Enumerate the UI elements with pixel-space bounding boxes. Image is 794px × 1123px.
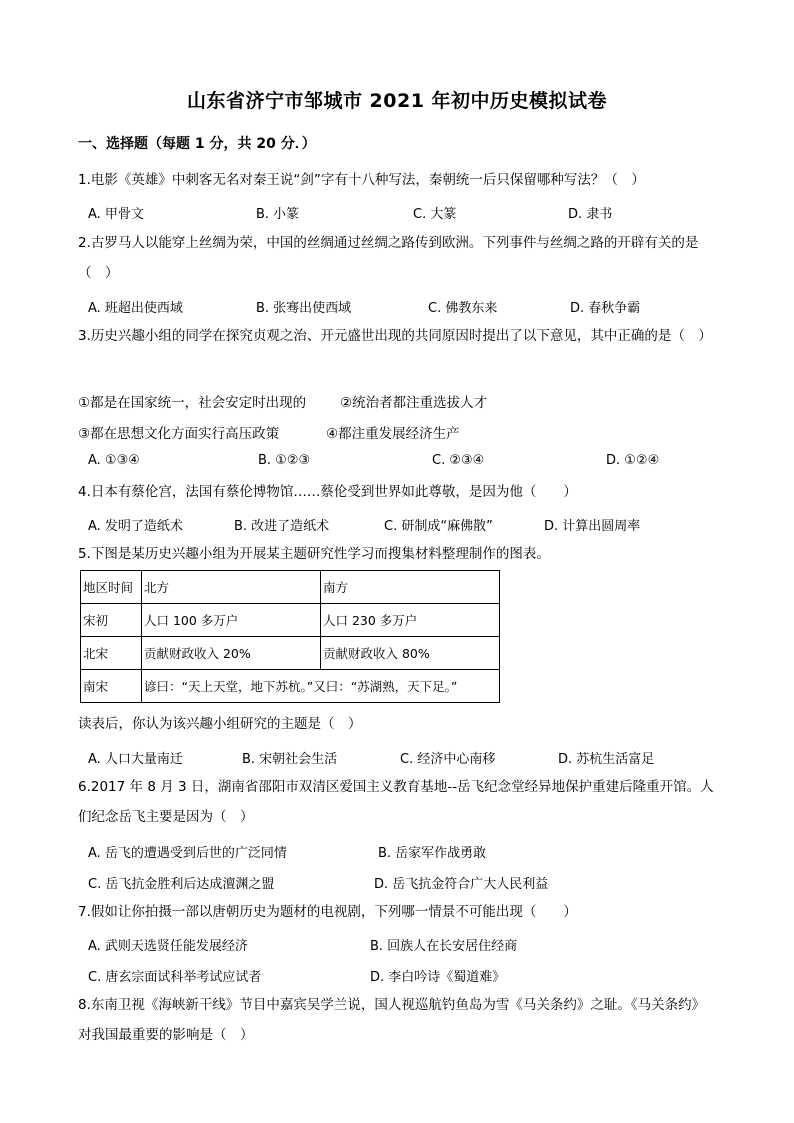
option-c[interactable]: C. 研制成“麻佛散” [384, 519, 493, 534]
table-cell: 南宋 [81, 670, 142, 703]
option-c[interactable]: C. 岳飞抗金胜利后达成澶渊之盟 [88, 877, 275, 892]
question-3-stem: 3.历史兴趣小组的同学在探究贞观之治、开元盛世出现的共同原因时提出了以下意见，其中正确的是（ ） [78, 328, 712, 344]
table-row [81, 604, 500, 637]
question-4-stem: 4.日本有蔡伦宫，法国有蔡伦博物馆……蔡伦受到世界如此尊敬，是因为他（ ） [78, 484, 577, 500]
question-1-options [88, 203, 718, 225]
statement-4: ④都注重发展经济生产 [326, 426, 460, 442]
data-table [80, 570, 500, 703]
question-2-options [88, 297, 718, 319]
option-d[interactable]: D. 李白吟诗《蜀道难》 [370, 970, 506, 985]
option-b[interactable]: B. ①②③ [258, 453, 311, 468]
table-cell: 人口 100 多万户 [142, 604, 321, 637]
option-c[interactable]: C. ②③④ [432, 453, 485, 468]
option-b[interactable]: B. 小篆 [256, 207, 300, 222]
option-c[interactable]: C. 经济中心南移 [400, 752, 496, 767]
option-b[interactable]: B. 回族人在长安居住经商 [370, 939, 518, 954]
table-cell: 贡献财政收入 20% [142, 637, 321, 670]
table-cell: 人口 230 多万户 [321, 604, 500, 637]
table-cell: 宋初 [81, 604, 142, 637]
question-8-stem: 8.东南卫视《海峡新干线》节目中嘉宾吴学兰说，国人视巡航钓鱼岛为雪《马关条约》之耻。《马关条约》对我国最重要的影响是（ ） [78, 997, 706, 1043]
option-c[interactable]: C. 佛教东来 [428, 301, 498, 316]
option-d[interactable]: D. 隶书 [568, 207, 613, 222]
table-cell: 贡献财政收入 80% [321, 637, 500, 670]
statement-3: ③都在思想文化方面实行高压政策 [78, 426, 280, 442]
table-cell: 谚曰：“天上天堂，地下苏杭。”又曰：“苏湖熟，天下足。” [142, 670, 500, 703]
option-d[interactable]: D. 春秋争霸 [570, 301, 641, 316]
question-3-options [88, 453, 718, 475]
option-c[interactable]: C. 唐玄宗面试科举考试应试者 [88, 970, 262, 985]
table-cell: 北宋 [81, 637, 142, 670]
section-heading: 一、选择题（每题 1 分，共 20 分．） [78, 136, 316, 152]
question-6-options-row-1 [88, 842, 718, 864]
statement-2: ②统治者都注重选拔人才 [340, 395, 488, 411]
option-d[interactable]: D. 苏杭生活富足 [558, 752, 655, 767]
question-7-options-row-1 [88, 935, 718, 957]
table-header-row [81, 571, 500, 604]
statement-1: ①都是在国家统一，社会安定时出现的 [78, 395, 307, 411]
option-c[interactable]: C. 大篆 [413, 207, 457, 222]
question-5-options [88, 748, 718, 770]
question-5-prompt: 读表后，你认为该兴趣小组研究的主题是（ ） [78, 716, 362, 732]
option-a[interactable]: A. 武则天选贤任能发展经济 [88, 939, 248, 954]
question-7-stem: 7.假如让你拍摄一部以唐朝历史为题材的电视剧，下列哪一情景不可能出现（ ） [78, 904, 577, 920]
question-6-options-row-2 [88, 873, 718, 895]
option-d[interactable]: D. 计算出圆周率 [544, 519, 641, 534]
option-a[interactable]: A. ①③④ [88, 453, 140, 468]
option-b[interactable]: B. 张骞出使西域 [256, 301, 352, 316]
table-header-cell: 地区时间 [81, 571, 142, 604]
option-a[interactable]: A. 人口大量南迁 [88, 752, 183, 767]
option-b[interactable]: B. 岳家军作战勇敢 [378, 846, 487, 861]
table-row [81, 670, 500, 703]
option-b[interactable]: B. 宋朝社会生活 [242, 752, 338, 767]
table-header-cell: 北方 [142, 571, 321, 604]
question-1-stem: 1.电影《英雄》中刺客无名对秦王说“剑”字有十八种写法，秦朝统一后只保留哪种写法？（ ） [78, 172, 645, 188]
option-b[interactable]: B. 改进了造纸术 [234, 519, 330, 534]
option-a[interactable]: A. 发明了造纸术 [88, 519, 183, 534]
exam-title: 山东省济宁市邹城市 2021 年初中历史模拟试卷 [186, 90, 608, 112]
option-a[interactable]: A. 甲骨文 [88, 207, 144, 222]
option-a[interactable]: A. 岳飞的遭遇受到后世的广泛同情 [88, 846, 287, 861]
table-row [81, 637, 500, 670]
question-4-options [88, 515, 718, 537]
question-5-stem: 5.下图是某历史兴趣小组为开展某主题研究性学习而搜集材料整理制作的图表。 [78, 546, 550, 562]
option-d[interactable]: D. 岳飞抗金符合广大人民利益 [374, 877, 549, 892]
question-7-options-row-2 [88, 966, 718, 988]
table-header-cell: 南方 [321, 571, 500, 604]
option-d[interactable]: D. ①②④ [606, 453, 660, 468]
option-a[interactable]: A. 班超出使西域 [88, 301, 183, 316]
question-6-stem: 6.2017 年 8 月 3 日，湖南省邵阳市双清区爱国主义教育基地--岳飞纪念堂经异地保护重建后隆重开馆。人们纪念岳飞主要是因为（ ） [78, 779, 714, 825]
question-2-stem: 2.古罗马人以能穿上丝绸为荣，中国的丝绸通过丝绸之路传到欧洲。下列事件与丝绸之路的开辟有关的是（ ） [78, 235, 699, 281]
